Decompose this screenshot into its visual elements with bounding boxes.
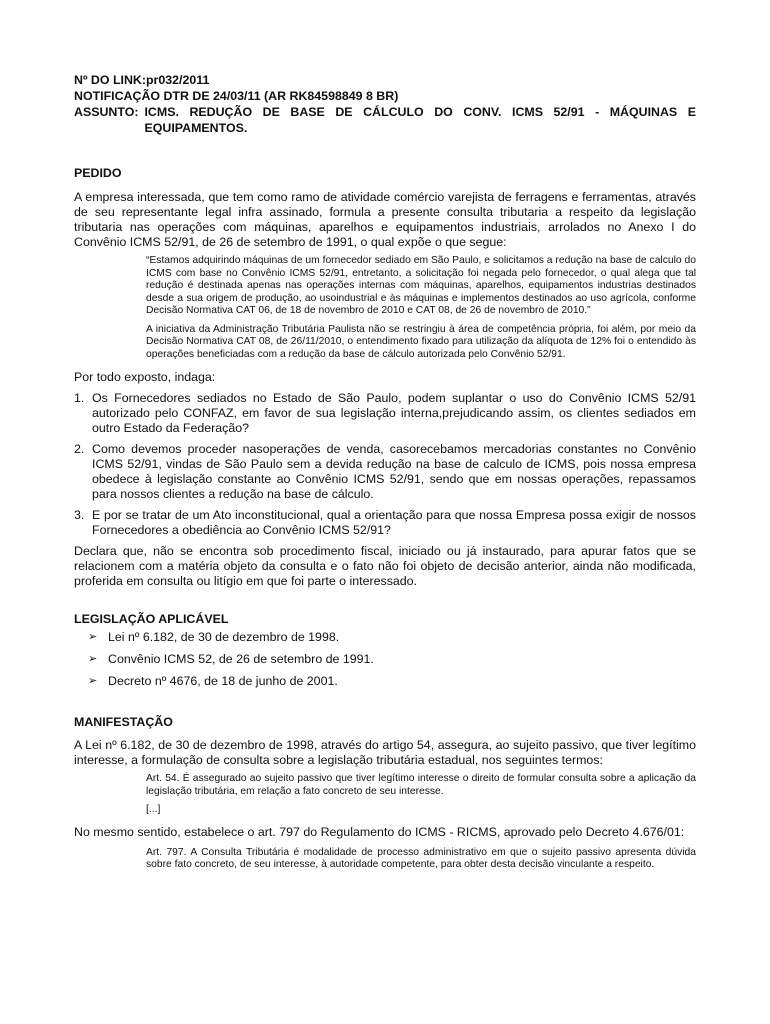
manifestacao-ellipsis: [...]	[146, 804, 161, 815]
pedido-lead: Por todo exposto, indaga:	[74, 370, 216, 384]
manifestacao-para-1: A Lei nº 6.182, de 30 de dezembro de 1998, através do artigo 54, assegura, ao sujeito passivo, que tiver legítimo interesse, a formulação de consulta sobre a legislação tributária estadual, nos seguintes termos:	[74, 738, 696, 767]
legislation-text: Lei nº 6.182, de 30 de dezembro de 1998.	[108, 630, 340, 644]
pedido-quote-2: A iniciativa da Administração Tributária Paulista não se restringiu à área de competência própria, foi além, por meio da Decisão Normativa CAT 08, de 26/11/2010, o entendimento fixado para utilização da alíquota de 12% foi o entendido às operações beneficiadas com a redução da base de cálculo autorizada pelo Convênio 52/91.	[146, 323, 696, 360]
question-item	[74, 391, 696, 436]
question-number: 3.	[74, 508, 85, 522]
question-number: 2.	[74, 442, 85, 456]
questions-list	[74, 391, 696, 538]
legislation-list	[74, 630, 696, 689]
pedido-title: PEDIDO	[74, 166, 122, 180]
question-item	[74, 508, 696, 538]
subject-label: ASSUNTO:	[74, 105, 139, 119]
manifestacao-quote-2: Art. 797. A Consulta Tributária é modalidade de processo administrativo em que o sujeito passivo apresenta dúvida sobre fato concreto, de seu interesse, à autoridade competente, para obter desta decisão vinculante a respeito.	[146, 846, 696, 870]
question-item	[74, 442, 696, 502]
question-text: Como devemos proceder nasoperações de venda, casorecebamos mercadorias constantes no Convênio ICMS 52/91, vindas de São Paulo sem a devida redução na base de calculo de ICMS, pois nossa empresa obedece à legislação constante ao Convênio ICMS 52/91, sendo que em nossas operações, repassamos para nossos clientes a redução na base de cálculo.	[92, 442, 696, 501]
subject-row	[74, 104, 696, 136]
pedido-quote-1: “Estamos adquirindo máquinas de um fornecedor sediado em São Paulo, e solicitamos a redução na base de calculo do ICMS com base no Convênio ICMS 52/91, entretanto, a solicitação foi negada pelo fornecedor, o qual alega que tal redução é destinada apenas nas operações internas com máquinas, aparelhos, equipamentos industrias destinados desde a sua origem de produção, ao usoindustrial e às máquinas e implementos destinados ao uso agrícola, conforme Decisão Normativa CAT 06, de 18 de novembro de 2010 e CAT 08, de 26 de novembro de 2010.”	[146, 255, 696, 316]
question-text: Os Fornecedores sediados no Estado de São Paulo, podem suplantar o uso do Convênio ICMS 52/91 autorizado pelo CONFAZ, em favor de sua legislação interna,prejudicando assim, os clientes sediados em outro Estado da Federação?	[92, 391, 696, 435]
question-number: 1.	[74, 391, 85, 405]
subject-value: ICMS. REDUÇÃO DE BASE DE CÁLCULO DO CONV. ICMS 52/91 - MÁQUINAS E EQUIPAMENTOS.	[144, 105, 696, 135]
arrow-bullet-icon: ➢	[88, 653, 98, 665]
legislation-text: Decreto nº 4676, de 18 de junho de 2001.	[108, 674, 338, 688]
manifestacao-quote-1: Art. 54. É assegurado ao sujeito passivo que tiver legítimo interesse o direito de formular consulta sobre a aplicação da legislação tributária, em relação a fato concreto de seu interesse.	[146, 773, 696, 797]
pedido-declaration: Declara que, não se encontra sob procedimento fiscal, iniciado ou já instaurado, para apurar fatos que se relacionem com a matéria objeto da consulta e o fato não foi objeto de decisão anterior, ainda não modificada, proferida em consulta ou litígio em que foi parte o interessado.	[74, 544, 696, 588]
arrow-bullet-icon: ➢	[88, 631, 98, 643]
legislacao-title: LEGISLAÇÃO APLICÁVEL	[74, 612, 229, 626]
legislation-text: Convênio ICMS 52, de 26 de setembro de 1991.	[108, 652, 374, 666]
notification-line: NOTIFICAÇÃO DTR DE 24/03/11 (AR RK84598849 8 BR)	[74, 89, 399, 103]
legislation-item	[88, 630, 696, 645]
legislation-item	[88, 652, 696, 667]
document-header	[74, 72, 696, 136]
manifestacao-para-2: No mesmo sentido, estabelece o art. 797 do Regulamento do ICMS - RICMS, aprovado pelo Decreto 4.676/01:	[74, 824, 685, 839]
manifestacao-title: MANIFESTAÇÃO	[74, 715, 173, 729]
arrow-bullet-icon: ➢	[88, 675, 98, 687]
pedido-intro: A empresa interessada, que tem como ramo de atividade comércio varejista de ferragens e ferramentas, através de seu representante legal infra assinado, formula a presente consulta tributaria a respeito da legislação tributaria nas operações com máquinas, aparelhos e equipamentos industriais, arrolados no Anexo I do Convênio ICMS 52/91, de 26 de setembro de 1991, o qual expõe o que segue:	[74, 190, 696, 249]
question-text: E por se tratar de um Ato inconstitucional, qual a orientação para que nossa Empresa possa exigir de nossos Fornecedores a obediência ao Convênio ICMS 52/91?	[92, 508, 696, 537]
legislation-item	[88, 674, 696, 689]
link-number: Nº DO LINK:pr032/2011	[74, 73, 210, 87]
